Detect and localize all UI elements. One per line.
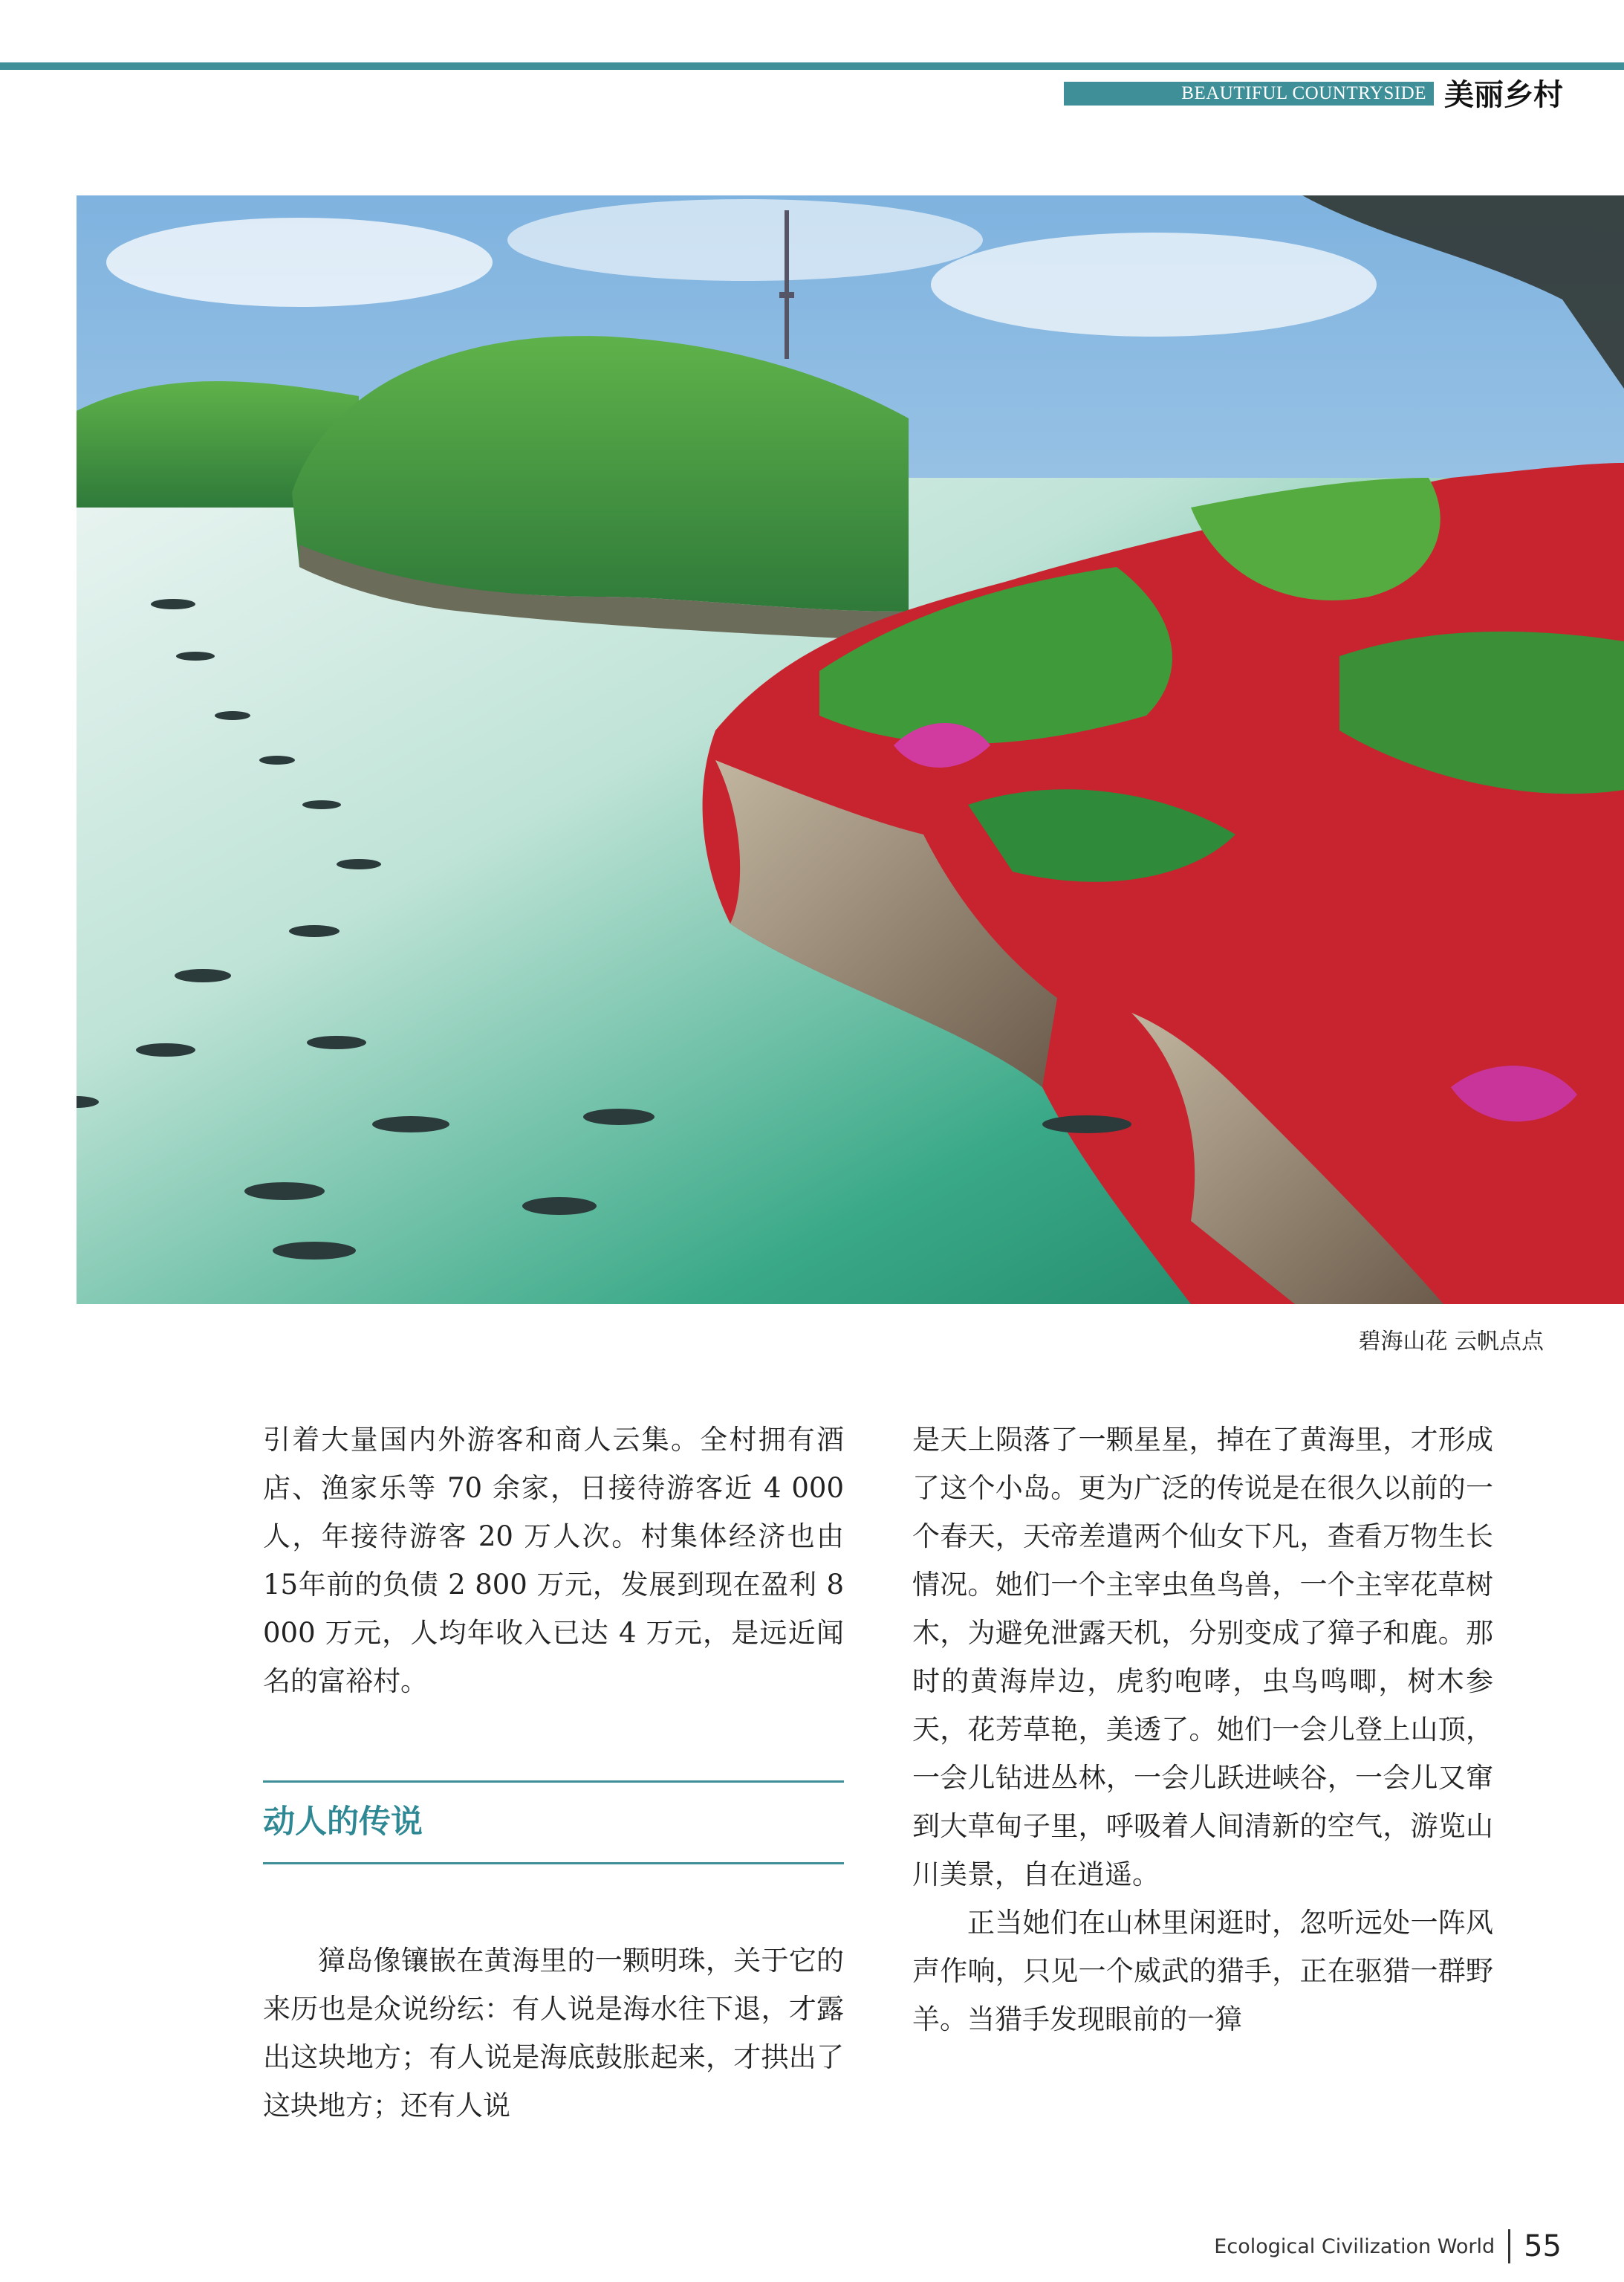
footer-divider [1508, 2229, 1510, 2263]
column-left [263, 1416, 844, 1705]
paragraph: 引着大量国内外游客和商人云集。全村拥有酒店、渔家乐等 70 余家，日接待游客近 4 000人，年接待游客 20 万人次。村集体经济也由 15年前的负债 2 800 万元，发展到现在盈利 8 000 万元，人均年收入已达 4 万元，是远近闻名的富裕村。 [263, 1424, 844, 1697]
section-heading-block [263, 1780, 844, 1864]
paragraph: 獐岛像镶嵌在黄海里的一颗明珠，关于它的来历也是众说纷纭：有人说是海水往下退，才露出这块地方；有人说是海底鼓胀起来，才拱出了这块地方；还有人说 [263, 1945, 844, 2121]
page-number: 55 [1524, 2229, 1562, 2263]
page-footer [1214, 2229, 1562, 2263]
section-heading: 动人的传说 [263, 1803, 423, 1841]
column-right [912, 1416, 1493, 2043]
header-rule [0, 62, 1624, 70]
photo-caption: 碧海山花 云帆点点 [1358, 1329, 1544, 1355]
heading-rule-bottom [263, 1862, 844, 1864]
column-left-continued [263, 1936, 844, 2130]
paragraph: 是天上陨落了一颗星星，掉在了黄海里，才形成了这个小岛。更为广泛的传说是在很久以前的一个春天，天帝差遣两个仙女下凡，查看万物生长情况。她们一个主宰虫鱼鸟兽，一个主宰花草树木，为避免泄露天机，分别变成了獐子和鹿。那时的黄海岸边，虎豹咆哮，虫鸟鸣唧，树木参天，花芳草艳，美透了。她们一会儿登上山顶，一会儿钻进丛林，一会儿跃进峡谷，一会儿又窜到大草甸子里，呼吸着人间清新的空气，游览山川美景，自在逍遥。 [912, 1424, 1493, 1890]
section-title-cn: 美丽乡村 [1444, 78, 1563, 112]
paragraph: 正当她们在山林里闲逛时，忽听远处一阵风声作响，只见一个威武的猎手，正在驱猎一群野羊。当猎手发现眼前的一獐 [912, 1907, 1493, 2035]
section-banner [1064, 82, 1434, 106]
feature-photo [77, 195, 1624, 1304]
section-title-en: BEAUTIFUL COUNTRYSIDE [1181, 83, 1426, 103]
magazine-name: Ecological Civilization World [1214, 2234, 1495, 2258]
